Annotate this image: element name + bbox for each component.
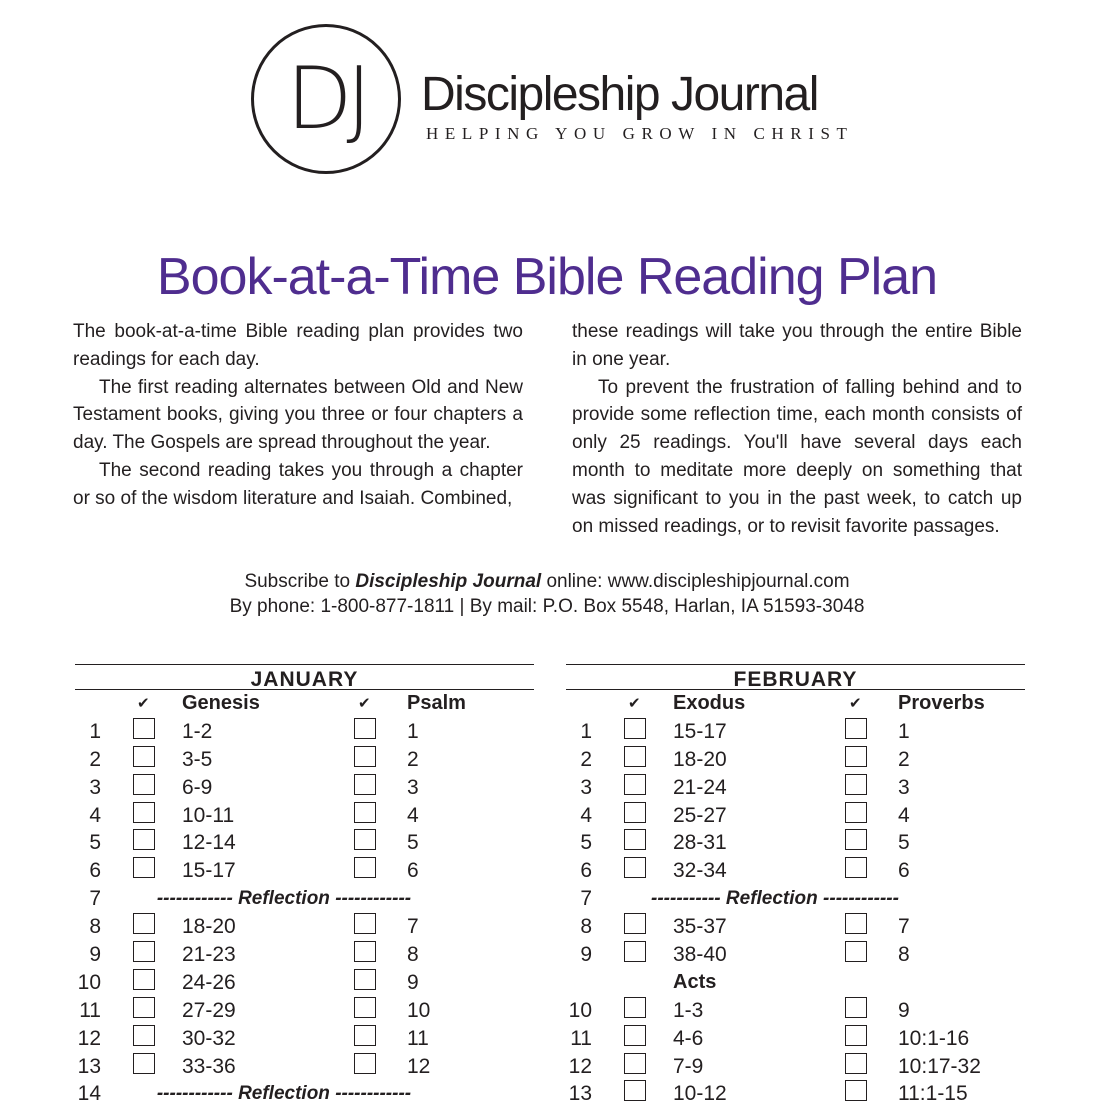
reading1-checkbox[interactable] [133, 802, 155, 823]
reading-row [75, 718, 534, 746]
reading1-chapters: 18-20 [673, 747, 727, 771]
reading1-book: Genesis [182, 692, 260, 714]
day-number: 4 [580, 803, 592, 827]
reflection-label: ----------- Reflection ------------ [651, 888, 899, 910]
reading2-chapters: 12 [407, 1054, 431, 1078]
brand-tagline: HELPING YOU GROW IN CHRIST [426, 124, 854, 143]
reading1-chapters: 30-32 [182, 1026, 236, 1050]
reading2-checkbox[interactable] [354, 746, 376, 767]
reading1-checkbox[interactable] [624, 774, 646, 795]
reading1-checkbox[interactable] [624, 941, 646, 962]
reading1-checkbox[interactable] [133, 1053, 155, 1074]
reading-row [75, 997, 534, 1025]
reading1-chapters: 38-40 [673, 943, 727, 967]
logo-monogram: DJ [286, 49, 366, 149]
subscribe-website[interactable]: online: www.discipleshipjournal.com [541, 571, 850, 592]
brand-name: Discipleship Journal [421, 68, 818, 121]
reading1-checkbox[interactable] [624, 1080, 646, 1101]
day-number: 12 [77, 1026, 101, 1050]
day-number: 2 [89, 747, 101, 771]
reading1-book: Exodus [673, 692, 746, 714]
day-number: 8 [89, 915, 101, 939]
reading-row [566, 746, 1025, 774]
month-rows [566, 690, 1025, 1108]
day-number: 4 [89, 803, 101, 827]
reading2-checkbox[interactable] [845, 802, 867, 823]
reading2-chapters: 8 [898, 943, 910, 967]
day-number: 10 [568, 998, 592, 1022]
reading-row [566, 802, 1025, 830]
book-heading: Acts [673, 970, 717, 993]
reading1-checkbox[interactable] [133, 774, 155, 795]
reading-row [566, 1080, 1025, 1108]
intro-paragraph: The first reading alternates between Old and New Testament books, giving you three or four chapters a day. The Gospels are spread throughout the year. [73, 376, 523, 454]
reading1-checkbox[interactable] [624, 997, 646, 1018]
intro-paragraph: these readings will take you through the entire Bible in one year. [572, 321, 1022, 370]
reading1-checkbox[interactable] [133, 857, 155, 878]
reading1-chapters: 7-9 [673, 1054, 704, 1078]
reading1-checkbox[interactable] [624, 913, 646, 934]
reading1-checkbox[interactable] [624, 1053, 646, 1074]
day-number: 11 [79, 998, 101, 1022]
reading-row [75, 969, 534, 997]
reading-row [75, 1053, 534, 1081]
reading2-book: Psalm [407, 692, 466, 714]
day-number: 9 [580, 943, 592, 967]
reading2-chapters: 8 [407, 943, 419, 967]
month-table-february [566, 664, 1025, 1108]
reading2-chapters: 2 [407, 747, 419, 771]
intro-paragraph: The second reading takes you through a chapter or so of the wisdom literature and Isaiah. Combined, [73, 459, 523, 509]
reading2-checkbox[interactable] [845, 941, 867, 962]
reading-row [566, 1025, 1025, 1053]
reading2-checkbox[interactable] [354, 913, 376, 934]
reading1-checkbox[interactable] [624, 746, 646, 767]
reading1-chapters: 6-9 [182, 775, 213, 799]
subscribe-line [0, 569, 1094, 594]
reading-row [566, 857, 1025, 885]
reading-row [75, 802, 534, 830]
reading2-checkbox[interactable] [354, 718, 376, 739]
reading1-chapters: 12-14 [182, 831, 236, 855]
subscribe-prefix: Subscribe to [244, 571, 356, 592]
reading2-chapters: 10 [407, 998, 431, 1022]
reading2-checkbox[interactable] [845, 829, 867, 850]
reading2-checkbox[interactable] [354, 941, 376, 962]
reading-row [75, 774, 534, 802]
reading1-chapters: 10-11 [182, 803, 235, 827]
reading-row [75, 941, 534, 969]
day-number: 6 [580, 859, 592, 883]
intro-right-column [572, 318, 1022, 540]
day-number: 10 [77, 970, 101, 994]
day-number: 3 [89, 775, 101, 799]
day-number: 6 [89, 859, 101, 883]
reading-row [566, 774, 1025, 802]
reading2-chapters: 7 [898, 915, 910, 939]
reading1-chapters: 1-3 [673, 998, 704, 1022]
reading1-checkbox[interactable] [624, 718, 646, 739]
reading2-checkbox[interactable] [845, 857, 867, 878]
reading-row [566, 913, 1025, 941]
reading2-checkbox[interactable] [354, 829, 376, 850]
reading2-chapters: 2 [898, 747, 910, 771]
month-name: FEBRUARY [566, 664, 1025, 690]
day-number: 13 [77, 1054, 101, 1078]
reading2-chapters: 1 [898, 719, 910, 743]
day-number: 3 [580, 775, 592, 799]
reflection-row [75, 885, 534, 913]
intro-paragraph: The book-at-a-time Bible reading plan provides two readings for each day. [73, 321, 523, 370]
day-number: 7 [580, 887, 592, 911]
reading-row [566, 718, 1025, 746]
reading1-chapters: 21-23 [182, 943, 236, 967]
column-header-row [566, 690, 1025, 718]
subscribe-info [0, 569, 1094, 619]
reading2-chapters: 5 [407, 831, 419, 855]
page-title: Book-at-a-Time Bible Reading Plan [156, 248, 938, 306]
reading1-chapters: 35-37 [673, 915, 727, 939]
reading1-chapters: 15-17 [182, 859, 236, 883]
reading1-chapters: 18-20 [182, 915, 236, 939]
reading2-chapters: 4 [407, 803, 419, 827]
day-number: 2 [580, 747, 592, 771]
reading2-chapters: 9 [898, 998, 910, 1022]
reading1-chapters: 25-27 [673, 803, 727, 827]
reading-row [75, 829, 534, 857]
reading2-chapters: 9 [407, 970, 419, 994]
reading2-checkbox[interactable] [354, 1025, 376, 1046]
reading2-checkbox[interactable] [845, 1080, 867, 1101]
reading2-checkbox[interactable] [845, 997, 867, 1018]
reading2-chapters: 6 [898, 859, 910, 883]
contact-line: By phone: 1-800-877-1811 | By mail: P.O. Box 5548, Harlan, IA 51593-3048 [229, 596, 865, 617]
day-number: 7 [89, 887, 101, 911]
reading2-chapters: 3 [898, 775, 910, 799]
reading2-book: Proverbs [898, 692, 985, 714]
reading2-checkbox[interactable] [354, 997, 376, 1018]
reading1-checkbox[interactable] [133, 718, 155, 739]
reading-row [75, 1025, 534, 1053]
reflection-row [566, 885, 1025, 913]
reading2-chapters: 10:17-32 [898, 1054, 981, 1078]
reading1-chapters: 27-29 [182, 998, 236, 1022]
reading-row [566, 829, 1025, 857]
month-name: JANUARY [75, 664, 534, 690]
day-number: 13 [568, 1082, 592, 1106]
reading1-checkbox[interactable] [624, 857, 646, 878]
reading1-chapters: 10-12 [673, 1082, 727, 1106]
reading-row [75, 857, 534, 885]
reading2-checkbox[interactable] [845, 1053, 867, 1074]
reading-row [566, 1053, 1025, 1081]
day-number: 14 [77, 1082, 101, 1106]
reading-row [75, 746, 534, 774]
check-icon: ✔ [628, 695, 641, 712]
reading2-checkbox[interactable] [354, 774, 376, 795]
day-number: 8 [580, 915, 592, 939]
day-number: 5 [580, 831, 592, 855]
book-heading-row [566, 969, 1025, 997]
reading1-checkbox[interactable] [624, 802, 646, 823]
reading-row [75, 913, 534, 941]
reflection-label: ------------ Reflection ------------ [156, 888, 412, 910]
reading2-chapters: 7 [407, 915, 419, 939]
intro-left-column [73, 318, 523, 513]
day-number: 5 [89, 831, 101, 855]
reflection-label: ------------ Reflection ------------ [156, 1083, 412, 1105]
reading1-checkbox[interactable] [624, 1025, 646, 1046]
reading2-chapters: 4 [898, 803, 910, 827]
column-header-row [75, 690, 534, 718]
logo-circle [251, 24, 401, 174]
reading2-checkbox[interactable] [354, 969, 376, 990]
reading1-chapters: 24-26 [182, 970, 236, 994]
check-icon: ✔ [849, 695, 862, 712]
month-table-january [75, 664, 534, 1108]
day-number: 12 [568, 1054, 592, 1078]
check-icon: ✔ [137, 695, 150, 712]
reading2-checkbox[interactable] [354, 857, 376, 878]
reading1-chapters: 32-34 [673, 859, 727, 883]
reading2-checkbox[interactable] [354, 802, 376, 823]
reading1-chapters: 33-36 [182, 1054, 236, 1078]
reading1-checkbox[interactable] [133, 969, 155, 990]
reflection-row [75, 1080, 534, 1108]
check-icon: ✔ [358, 695, 371, 712]
reading1-checkbox[interactable] [133, 997, 155, 1018]
reading2-checkbox[interactable] [845, 1025, 867, 1046]
reading1-checkbox[interactable] [133, 1025, 155, 1046]
reading2-chapters: 11 [407, 1026, 429, 1050]
reading2-checkbox[interactable] [845, 718, 867, 739]
reading2-chapters: 6 [407, 859, 419, 883]
reading2-checkbox[interactable] [845, 774, 867, 795]
reading2-checkbox[interactable] [845, 913, 867, 934]
day-number: 11 [570, 1026, 592, 1050]
reading1-chapters: 15-17 [673, 719, 727, 743]
reading2-chapters: 1 [407, 719, 419, 743]
intro-paragraph: To prevent the frustration of falling behind and to provide some reflection time, each month consists of only 25 readings. You'll have several days each month to meditate more deeply on something that was significant to you in the past week, to catch up on missed readings, or to revisit favorite passages. [572, 376, 1022, 537]
reading1-chapters: 1-2 [182, 719, 213, 743]
reading2-chapters: 3 [407, 775, 419, 799]
publication-name: Discipleship Journal [355, 571, 542, 592]
day-number: 1 [89, 719, 101, 743]
reading1-checkbox[interactable] [133, 829, 155, 850]
reading-row [566, 997, 1025, 1025]
reading1-checkbox[interactable] [133, 941, 155, 962]
reading-row [566, 941, 1025, 969]
reading2-chapters: 11:1-15 [898, 1082, 968, 1106]
reading1-checkbox[interactable] [133, 746, 155, 767]
reading2-chapters: 10:1-16 [898, 1026, 970, 1050]
day-number: 9 [89, 943, 101, 967]
reading1-chapters: 3-5 [182, 747, 213, 771]
month-rows [75, 690, 534, 1108]
reading1-chapters: 21-24 [673, 775, 727, 799]
reading2-checkbox[interactable] [845, 746, 867, 767]
reading2-checkbox[interactable] [354, 1053, 376, 1074]
reading1-chapters: 28-31 [673, 831, 727, 855]
day-number: 1 [580, 719, 592, 743]
reading1-checkbox[interactable] [133, 913, 155, 934]
reading2-chapters: 5 [898, 831, 910, 855]
reading1-chapters: 4-6 [673, 1026, 704, 1050]
reading1-checkbox[interactable] [624, 829, 646, 850]
